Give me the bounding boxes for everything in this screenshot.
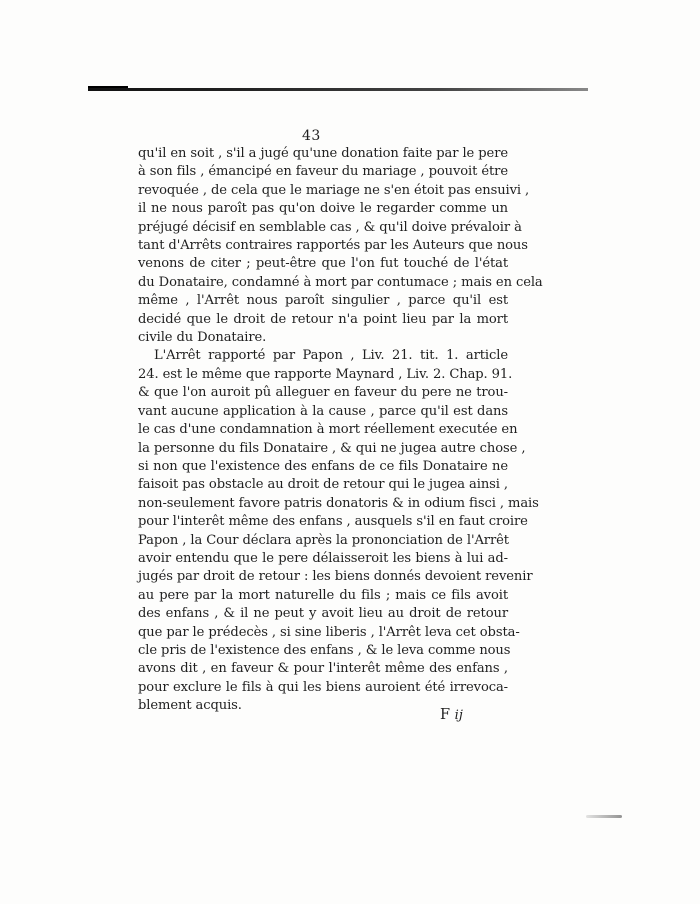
text-line: non-seulement favore patris donatoris & in odium fisci , mais — [138, 495, 539, 511]
text-line: au pere par la mort naturelle du fils ; mais ce fils avoit — [138, 587, 508, 603]
top-rule — [88, 88, 588, 91]
text-line: même , l'Arrêt nous paroît singulier , parce qu'il est — [138, 293, 508, 309]
text-line: jugés par droit de retour : les biens donnés devoient revenir — [138, 569, 533, 585]
body-text — [138, 145, 543, 716]
text-line: du Donataire, condamné à mort par contumace ; mais en cela — [138, 274, 543, 290]
signature-mark — [440, 707, 463, 723]
text-line: pour l'interêt même des enfans , ausquels s'il en faut croire — [138, 514, 528, 530]
text-line: decidé que le droit de retour n'a point lieu par la mort — [138, 311, 508, 327]
paragraph-2 — [138, 347, 539, 715]
text-line: des enfans , & il ne peut y avoit lieu au droit de retour — [138, 606, 508, 622]
text-line: que par le prédecès , si sine liberis , l'Arrêt leva cet obsta- — [138, 624, 520, 640]
text-line: pour exclure le fils à qui les biens auroient été irrevoca- — [138, 679, 508, 695]
text-line: si non que l'existence des enfans de ce fils Donataire ne — [138, 458, 508, 474]
text-line: blement acquis. — [138, 698, 242, 714]
text-line: avons dit , en faveur & pour l'interêt même des enfans , — [138, 661, 508, 677]
text-line: à son fils , émancipé en faveur du mariage , pouvoit étre — [138, 164, 508, 180]
text-line: & que l'on auroit pû alleguer en faveur du pere ne trou- — [138, 385, 508, 401]
text-line: vant aucune application à la cause , parce qu'il est dans — [138, 403, 508, 419]
text-line: 24. est le même que rapporte Maynard , Liv. 2. Chap. 91. — [138, 366, 513, 382]
text-line: avoir entendu que le pere délaisseroit les biens à lui ad- — [138, 550, 508, 566]
text-line: préjugé décisif en semblable cas , & qu'il doive prévaloir à — [138, 219, 522, 235]
text-line: L'Arrêt rapporté par Papon , Liv. 21. tit. 1. article — [154, 348, 508, 364]
signature-sub: ij — [454, 708, 463, 723]
text-line: venons de citer ; peut-être que l'on fut touché de l'état — [138, 256, 508, 272]
text-line: qu'il en soit , s'il a jugé qu'une donation faite par le pere — [138, 146, 508, 161]
page-number: 43 — [302, 128, 321, 144]
paragraph-1 — [138, 145, 543, 347]
text-line: cle pris de l'existence des enfans , & le leva comme nous — [138, 642, 511, 658]
text-line: Papon , la Cour déclara après la prononciation de l'Arrêt — [138, 532, 509, 548]
signature-letter: F — [440, 707, 451, 723]
text-line: faisoit pas obstacle au droit de retour qui le jugea ainsi , — [138, 477, 508, 493]
text-line: tant d'Arrêts contraires rapportés par les Auteurs que nous — [138, 238, 528, 254]
text-line: le cas d'une condamnation à mort réellement executée en — [138, 422, 518, 438]
text-line: civile du Donataire. — [138, 330, 267, 346]
text-line: il ne nous paroît pas qu'on doive le regarder comme un — [138, 201, 508, 217]
text-line: la personne du fils Donataire , & qui ne jugea autre chose , — [138, 440, 526, 456]
text-line: revoquée , de cela que le mariage ne s'en étoit pas ensuivi , — [138, 182, 530, 198]
ink-smudge — [586, 815, 622, 818]
